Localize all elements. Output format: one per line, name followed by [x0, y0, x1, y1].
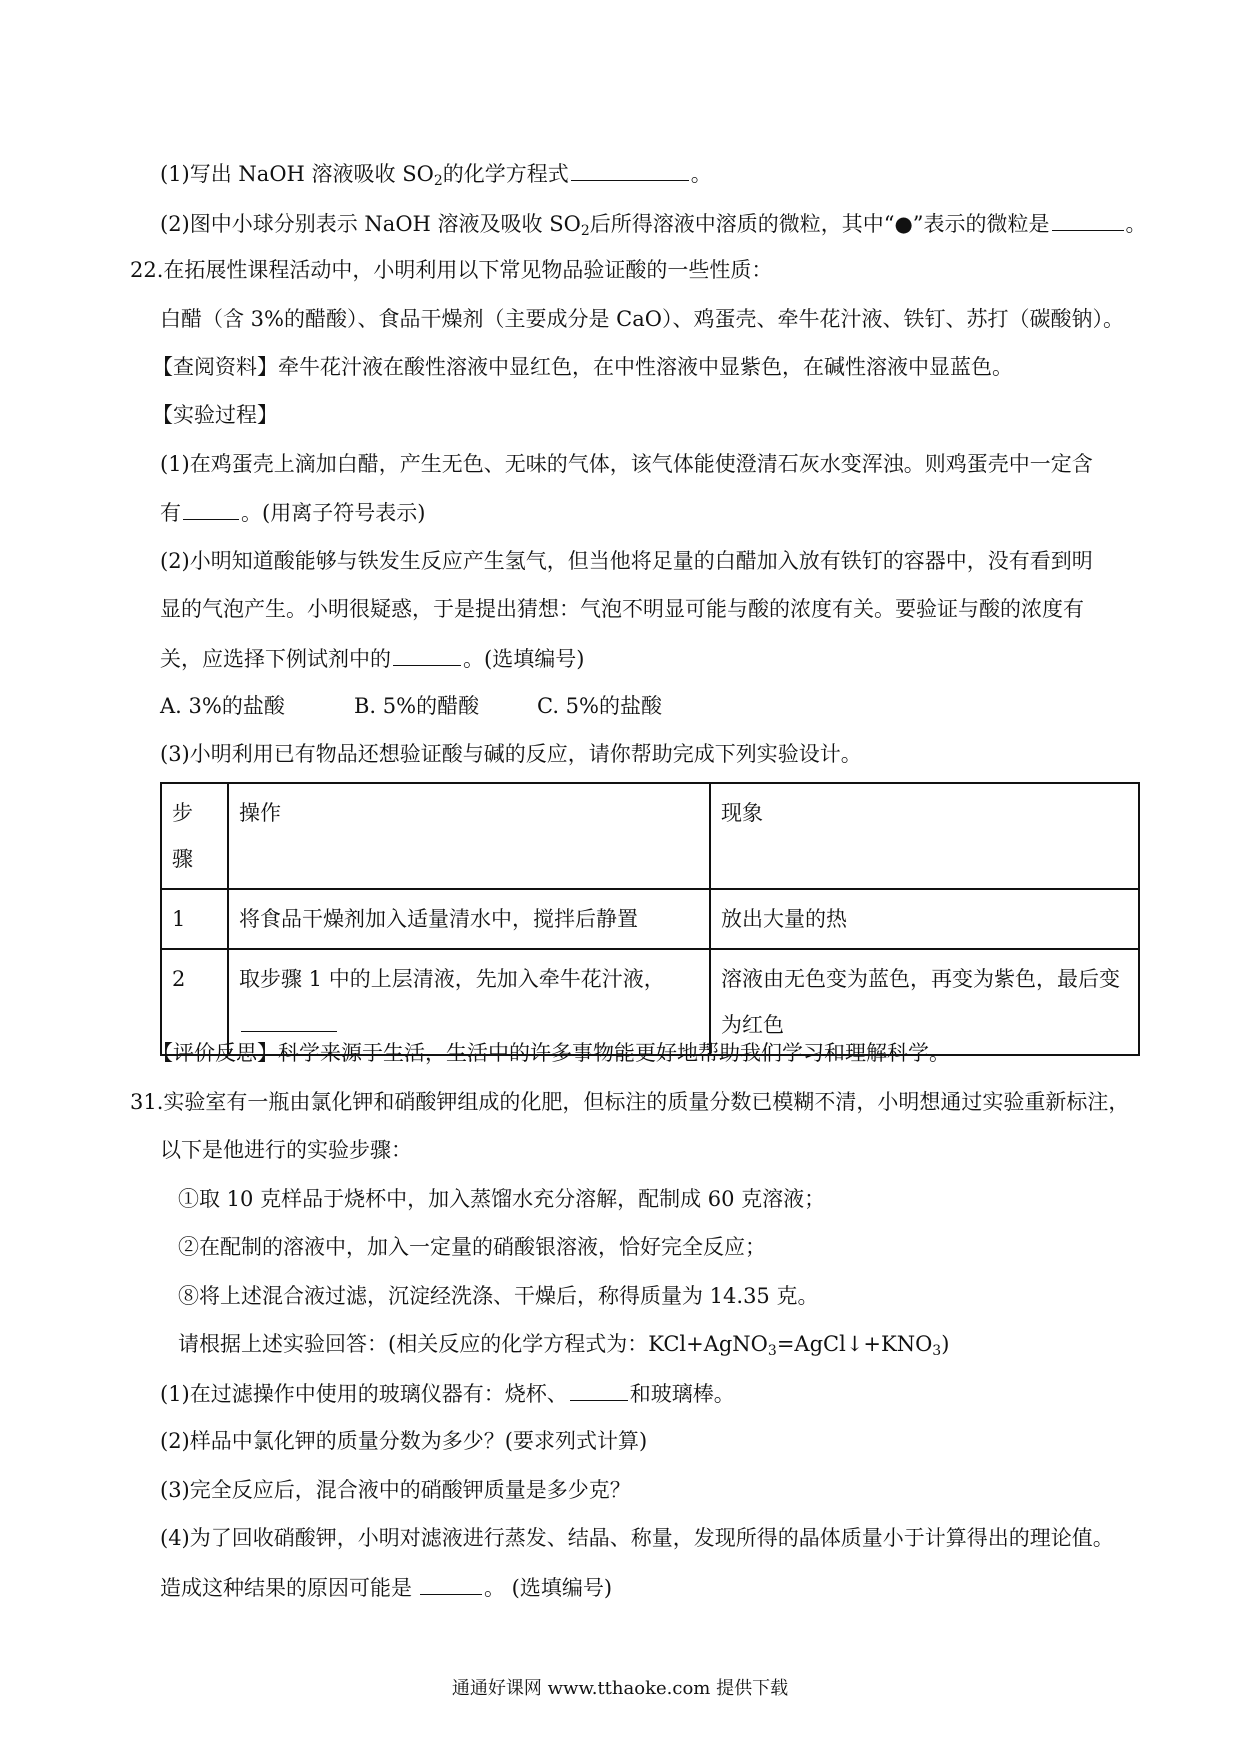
q22-lookup: 【查阅资料】牵牛花汁液在酸性溶液中显红色，在中性溶液中显紫色，在碱性溶液中显蓝色。	[152, 355, 1013, 379]
answer-blank[interactable]	[420, 1572, 482, 1595]
table-cell-step: 2	[161, 949, 228, 1055]
q22-reflect: 【评价反思】科学来源于生活，生活中的许多事物能更好地帮助我们学习和理解科学。	[152, 1041, 950, 1065]
table-header-phenomenon: 现象	[710, 783, 1139, 889]
table-row	[161, 783, 1139, 889]
table-header-step: 步 骤	[161, 783, 228, 889]
q31-part4-line2: 造成这种结果的原因可能是 。 (选填编号)	[160, 1572, 612, 1603]
q22-s1-tail: 。(用离子符号表示)	[241, 501, 426, 525]
q31-part1: (1)在过滤操作中使用的玻璃仪器有：烧杯、 和玻璃棒。	[160, 1378, 735, 1409]
q31-intro-line1: 31.实验室有一瓶由氯化钾和硝酸钾组成的化肥，但标注的质量分数已模糊不清，小明想通过实验重新标注，	[130, 1090, 1130, 1114]
answer-blank[interactable]	[570, 1378, 628, 1401]
q21-part2-end: 。	[1125, 212, 1147, 236]
q31-part4-line1: (4)为了回收硝酸钾，小明对滤液进行蒸发、结晶、称量，发现所得的晶体质量小于计算得出的理论值。	[160, 1526, 1114, 1550]
q21-part1	[160, 158, 712, 196]
q21-part1-end: 。	[690, 162, 712, 186]
answer-blank[interactable]	[183, 497, 239, 520]
table-cell-phenomenon: 放出大量的热	[710, 889, 1139, 949]
q31-part2: (2)样品中氯化钾的质量分数为多少？(要求列式计算)	[160, 1429, 648, 1453]
q21-part2-text: (2)图中小球分别表示 NaOH 溶液及吸收 SO	[160, 212, 581, 236]
table-cell-operation: 将食品干燥剂加入适量清水中，搅拌后静置	[228, 889, 710, 949]
table-cell-step: 1	[161, 889, 228, 949]
q22-s2-tail: 。(选填编号)	[463, 647, 585, 671]
q22-s1-line2	[160, 497, 425, 528]
q22-s2-text: 关，应选择下例试剂中的	[160, 647, 391, 671]
q31-intro-line2: 以下是他进行的实验步骤：	[160, 1138, 412, 1162]
q22-s3: (3)小明利用已有物品还想验证酸与碱的反应，请你帮助完成下列实验设计。	[160, 742, 862, 766]
q31-part3: (3)完全反应后，混合液中的硝酸钾质量是多少克？	[160, 1478, 631, 1502]
table-cell-operation: 取步骤 1 中的上层清液，先加入牵牛花汁液，	[228, 949, 710, 1055]
q21-part2	[160, 208, 1147, 246]
q22-s2-line3	[160, 643, 584, 674]
q22-items: 白醋（含 3%的醋酸）、食品干燥剂（主要成分是 CaO）、鸡蛋壳、牵牛花汁液、铁钉、苏打（碳酸钠）。	[160, 307, 1124, 331]
answer-blank[interactable]	[241, 1009, 337, 1032]
table-row	[161, 889, 1139, 949]
table-cell-phenomenon: 溶液由无色变为蓝色，再变为紫色，最后变 为红色	[710, 949, 1139, 1055]
q22-s1-text: 有	[160, 501, 181, 525]
q22-process-title: 【实验过程】	[152, 403, 278, 427]
q21-part2-sub: 2	[580, 223, 590, 239]
q31-step3: ⑧将上述混合液过滤，沉淀经洗涤、干燥后，称得质量为 14.35 克。	[178, 1284, 819, 1308]
q31-step1: ①取 10 克样品于烧杯中，加入蒸馏水充分溶解，配制成 60 克溶液；	[178, 1187, 826, 1211]
q31-equation: 请根据上述实验回答：(相关反应的化学方程式为：$KCl+AgNO_3=AgCl↓+KNO_3$)	[178, 1332, 950, 1359]
table-header-operation: 操作	[228, 783, 710, 889]
q22-option-a: A. 3%的盐酸	[160, 694, 285, 718]
q22-s2-line2: 显的气泡产生。小明很疑惑，于是提出猜想：气泡不明显可能与酸的浓度有关。要验证与酸的浓度有	[160, 597, 1084, 621]
answer-blank[interactable]	[393, 643, 461, 666]
experiment-table	[160, 782, 1140, 1056]
q22-s2-line1: (2)小明知道酸能够与铁发生反应产生氢气，但当他将足量的白醋加入放有铁钉的容器中，没有看到明	[160, 549, 1093, 573]
q21-part1-text: (1)写出 NaOH 溶液吸收 SO	[160, 162, 434, 186]
answer-blank[interactable]	[571, 158, 689, 181]
q22-intro: 22.在拓展性课程活动中，小明利用以下常见物品验证酸的一些性质：	[130, 258, 773, 282]
q21-part1-tail: 的化学方程式	[442, 162, 569, 186]
q22-s1-line1: (1)在鸡蛋壳上滴加白醋，产生无色、无味的气体，该气体能使澄清石灰水变浑浊。则鸡蛋壳中一定含	[160, 452, 1093, 476]
q21-part2-tail: 后所得溶液中溶质的微粒，其中“●”表示的微粒是	[589, 212, 1050, 236]
answer-blank[interactable]	[1052, 208, 1124, 231]
q22-option-c: C. 5%的盐酸	[537, 694, 662, 718]
page-footer: 通通好课网 www.tthaoke.com 提供下载	[451, 1678, 789, 1699]
q21-part1-sub: 2	[433, 173, 443, 189]
q31-step2: ②在配制的溶液中，加入一定量的硝酸银溶液，恰好完全反应；	[178, 1235, 766, 1259]
q22-option-b: B. 5%的醋酸	[354, 694, 480, 718]
